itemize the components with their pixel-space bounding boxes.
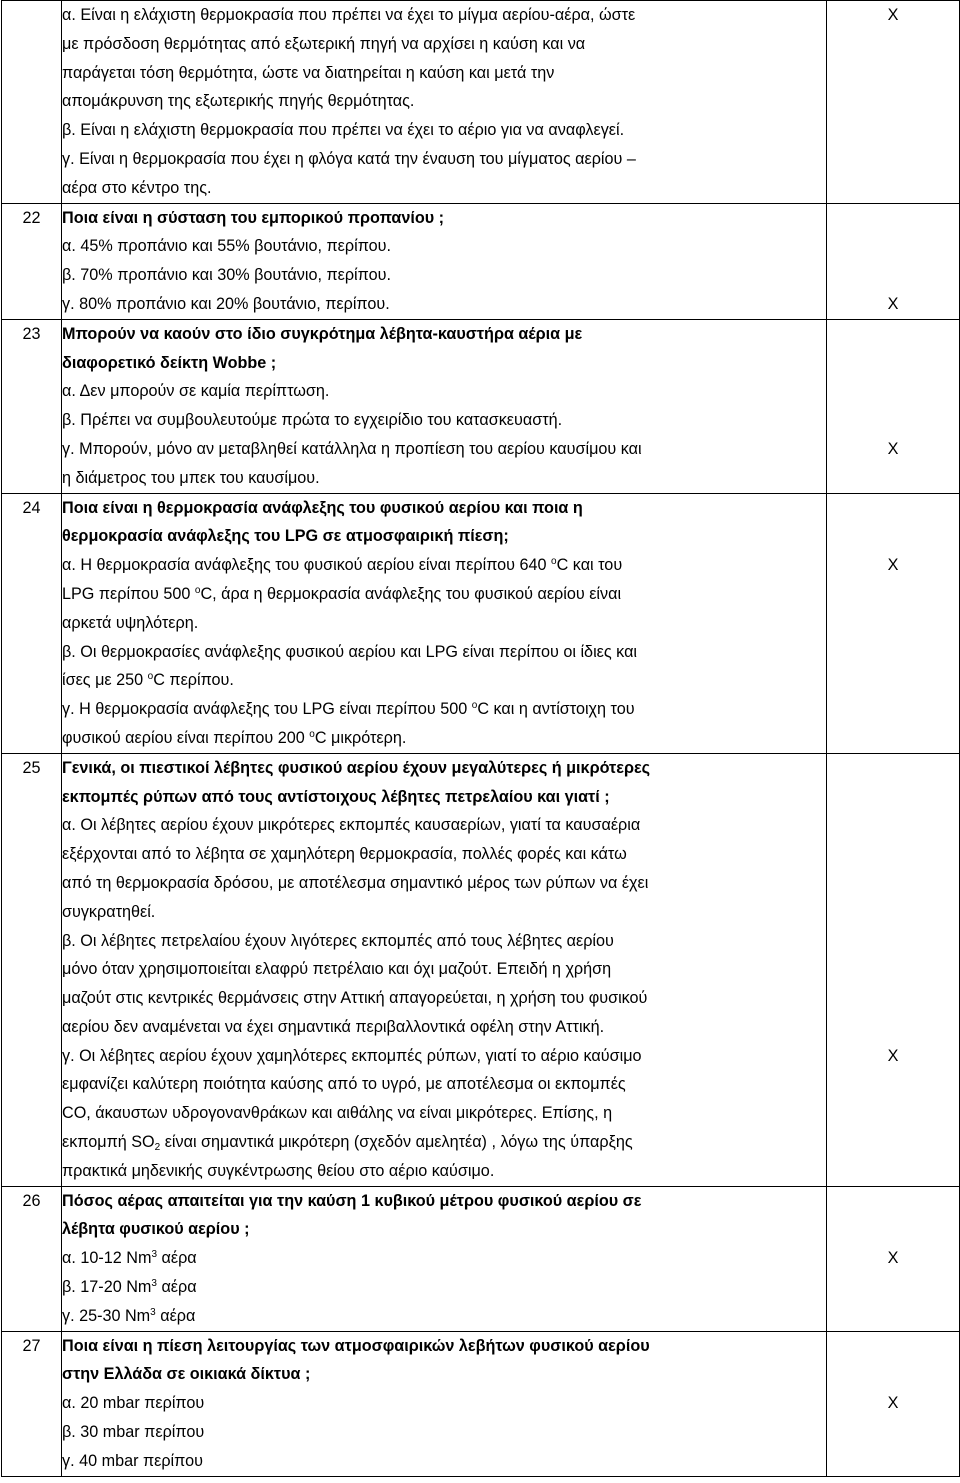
mark-spacer [827,1447,959,1476]
question-text-line: Ποια είναι η πίεση λειτουργίας των ατμοσφαιρικών λεβήτων φυσικού αερίου [62,1336,650,1355]
correct-answer-mark: X [887,294,899,313]
question-text-line: Πόσος αέρας απαιτείται για την καύση 1 κυβικού μέτρου φυσικού αερίου σε [62,1191,642,1210]
answer-option-line: ίσες με 250 $^o$C περίπου. [62,671,234,690]
answer-option-line: αερίου δεν αναμένεται να έχει σημαντικά περιβαλλοντικά οφέλη στην Αττική. [62,1017,605,1036]
question-row [2,493,960,753]
answer-option-line: συγκρατηθεί. [62,902,156,921]
mark-spacer [827,580,959,609]
question-row [2,1186,960,1331]
answer-option-line: η διάμετρος του μπεκ του καυσίμου. [62,468,320,487]
question-text-line: θερμοκρασία ανάφλεξης του LPG σε ατμοσφαιρική πίεση; [62,527,509,546]
answer-option-line: γ. Μπορούν, μόνο αν μεταβληθεί κατάλληλα η προπίεση του αερίου καυσίμου και [62,439,642,458]
mark-spacer [827,87,959,116]
answer-option-line: γ. Η θερμοκρασία ανάφλεξης του LPG είναι περίπου 500 $^o$C και η αντίστοιχη του [62,700,635,719]
correct-answer-mark: X [887,1394,899,1413]
question-text-line: εκπομπές ρύπων από τους αντίστοιχους λέβητες πετρελαίου και γιατί ; [62,787,610,806]
correct-answer-mark: X [887,439,899,458]
mark-spacer [827,927,959,956]
mark-spacer [827,232,959,261]
answer-mark-column [827,203,960,319]
mark-spacer [827,955,959,984]
mark-spacer [827,984,959,1013]
mark-spacer [827,869,959,898]
answer-option-line: αρκετά υψηλότερη. [62,613,199,632]
question-row [2,1331,960,1476]
mark-spacer [827,30,959,59]
answer-option-line: γ. Οι λέβητες αερίου έχουν χαμηλότερες εκπομπές ρύπων, γιατί το αέριο καύσιμο [62,1046,642,1065]
question-row [2,753,960,1186]
mark-spacer [827,1302,959,1331]
mark-spacer [827,1273,959,1302]
mark-spacer [827,59,959,88]
mark-spacer [827,811,959,840]
answer-option-line: α. Η θερμοκρασία ανάφλεξης του φυσικού αερίου είναι περίπου 640 $^o$C και του [62,556,623,575]
correct-answer-mark: X [887,1249,899,1268]
answer-mark-column [827,1331,960,1476]
mark-spacer [827,116,959,145]
answer-option-line: α. Οι λέβητες αερίου έχουν μικρότερες εκπομπές καυσαερίων, γιατί τα καυσαέρια [62,816,641,835]
question-row [2,1,960,204]
answer-option-line: γ. 80% προπάνιο και 20% βουτάνιο, περίπου. [62,294,390,313]
answer-option-line: β. Πρέπει να συμβουλευτούμε πρώτα το εγχειρίδιο του κατασκευαστή. [62,411,563,430]
question-number: 25 [2,753,62,1186]
answer-option-line: μαζούτ στις κεντρικές θερμάνσεις στην Αττική απαγορεύεται, η χρήση του φυσικού [62,989,648,1008]
mark-spacer [827,754,959,783]
answer-option-line: β. Είναι η ελάχιστη θερμοκρασία που πρέπει να έχει το αέριο για να αναφλεγεί. [62,121,625,140]
mark-spacer [827,783,959,812]
question-content [62,1,827,204]
mark-spacer [827,494,959,523]
mark-spacer [827,898,959,927]
answer-option-line: α. Είναι η ελάχιστη θερμοκρασία που πρέπει να έχει το μίγμα αερίου-αέρα, ώστε [62,6,636,24]
answer-option-line: από τη θερμοκρασία δρόσου, με αποτέλεσμα σημαντικό μέρος των ρύπων να έχει [62,873,649,892]
mark-spacer [827,1013,959,1042]
mark-spacer [827,1332,959,1361]
answer-mark-column [827,1,960,204]
answer-option-line: α. Δεν μπορούν σε καμία περίπτωση. [62,382,330,401]
answer-option-line: α. 20 mbar περίπου [62,1394,205,1413]
correct-answer-mark: X [887,556,899,575]
answer-option-line: CO, άκαυστων υδρογονανθράκων και αιθάλης να είναι μικρότερες. Επίσης, η [62,1104,613,1123]
correct-answer-mark: X [887,6,899,24]
answer-option-line: β. 30 mbar περίπου [62,1423,205,1442]
answer-option-line: πρακτικά μηδενικής συγκέντρωσης θείου στο αέριο καύσιμο. [62,1161,495,1180]
mark-spacer [827,666,959,695]
answer-option-line: γ. 25-30 Nm$^3$ αέρα [62,1306,196,1325]
mark-spacer [827,204,959,233]
question-number: 27 [2,1331,62,1476]
question-text-line: Γενικά, οι πιεστικοί λέβητες φυσικού αερίου έχουν μεγαλύτερες ή μικρότερες [62,758,651,777]
question-number [2,1,62,204]
question-number: 26 [2,1186,62,1331]
mark-spacer [827,261,959,290]
mark-spacer [827,522,959,551]
answer-option-line: απομάκρυνση της εξωτερικής πηγής θερμότητας. [62,92,415,111]
mark-spacer [827,638,959,667]
answer-option-line: β. 17-20 Nm$^3$ αέρα [62,1278,197,1297]
mark-spacer [827,406,959,435]
mark-spacer [827,377,959,406]
mark-spacer [827,840,959,869]
question-content [62,1186,827,1331]
answer-option-line: β. Οι θερμοκρασίες ανάφλεξης φυσικού αερίου και LPG είναι περίπου οι ίδιες και [62,642,638,661]
question-content [62,753,827,1186]
question-text-line: Ποια είναι η θερμοκρασία ανάφλεξης του φυσικού αερίου και ποια η [62,498,583,517]
answer-option-line: α. 45% προπάνιο και 55% βουτάνιο, περίπου. [62,237,391,256]
answer-mark-column [827,319,960,493]
answer-mark-column [827,1186,960,1331]
mark-spacer [827,724,959,753]
answer-mark-column [827,493,960,753]
question-number: 24 [2,493,62,753]
question-table-body [2,1,960,1477]
answer-option-line: εξέρχονται από το λέβητα σε χαμηλότερη θερμοκρασία, πολλές φορές και κάτω [62,845,627,864]
mark-spacer [827,1360,959,1389]
answer-option-line: εμφανίζει καλύτερη ποιότητα καύσης από το υγρό, με αποτέλεσμα οι εκπομπές [62,1075,626,1094]
mark-spacer [827,349,959,378]
answer-option-line: φυσικού αερίου είναι περίπου 200 $^o$C μικρότερη. [62,728,407,747]
mark-spacer [827,320,959,349]
mark-spacer [827,1187,959,1216]
question-text-line: Ποια είναι η σύσταση του εμπορικού προπανίου ; [62,208,445,227]
question-content [62,203,827,319]
mark-spacer [827,1157,959,1186]
question-row [2,319,960,493]
answer-option-line: β. 70% προπάνιο και 30% βουτάνιο, περίπου. [62,266,391,285]
correct-answer-mark: X [887,1046,899,1065]
mark-spacer [827,1215,959,1244]
answer-option-line: β. Οι λέβητες πετρελαίου έχουν λιγότερες εκπομπές από τους λέβητες αερίου [62,931,614,950]
question-content [62,493,827,753]
mark-spacer [827,145,959,174]
answer-option-line: αέρα στο κέντρο της. [62,178,212,197]
question-content [62,319,827,493]
answer-option-line: με πρόσδοση θερμότητας από εξωτερική πηγή να αρχίσει η καύση και να [62,34,586,53]
question-text-line: στην Ελλάδα σε οικιακά δίκτυα ; [62,1365,311,1384]
question-text-line: διαφορετικό δείκτη Wobbe ; [62,353,277,372]
question-number: 22 [2,203,62,319]
mark-spacer [827,464,959,493]
mark-spacer [827,695,959,724]
answer-option-line: εκπομπή $SO_2$ είναι σημαντικά μικρότερη (σχεδόν αμελητέα) , λόγω της ύπαρξης [62,1133,633,1154]
question-table [1,0,960,1477]
answer-option-line: παράγεται τόση θερμότητα, ώστε να διατηρείται η καύση και μετά την [62,63,555,82]
mark-spacer [827,1128,959,1157]
question-number: 23 [2,319,62,493]
question-content [62,1331,827,1476]
question-row [2,203,960,319]
mark-spacer [827,174,959,203]
answer-option-line: LPG περίπου 500 $^o$C, άρα η θερμοκρασία ανάφλεξης του φυσικού αερίου είναι [62,584,622,603]
mark-spacer [827,1418,959,1447]
question-text-line: λέβητα φυσικού αερίου ; [62,1220,250,1239]
answer-mark-column [827,753,960,1186]
mark-spacer [827,1070,959,1099]
mark-spacer [827,1099,959,1128]
answer-option-line: γ. 40 mbar περίπου [62,1451,203,1470]
question-text-line: Μπορούν να καούν στο ίδιο συγκρότημα λέβητα-καυστήρα αέρια με [62,324,583,343]
answer-option-line: μόνο όταν χρησιμοποιείται ελαφρύ πετρέλαιο και όχι μαζούτ. Επειδή η χρήση [62,960,612,979]
answer-option-line: γ. Είναι η θερμοκρασία που έχει η φλόγα κατά την έναυση του μίγματος αερίου – [62,149,636,168]
answer-option-line: α. 10-12 Nm$^3$ αέρα [62,1249,197,1268]
mark-spacer [827,609,959,638]
